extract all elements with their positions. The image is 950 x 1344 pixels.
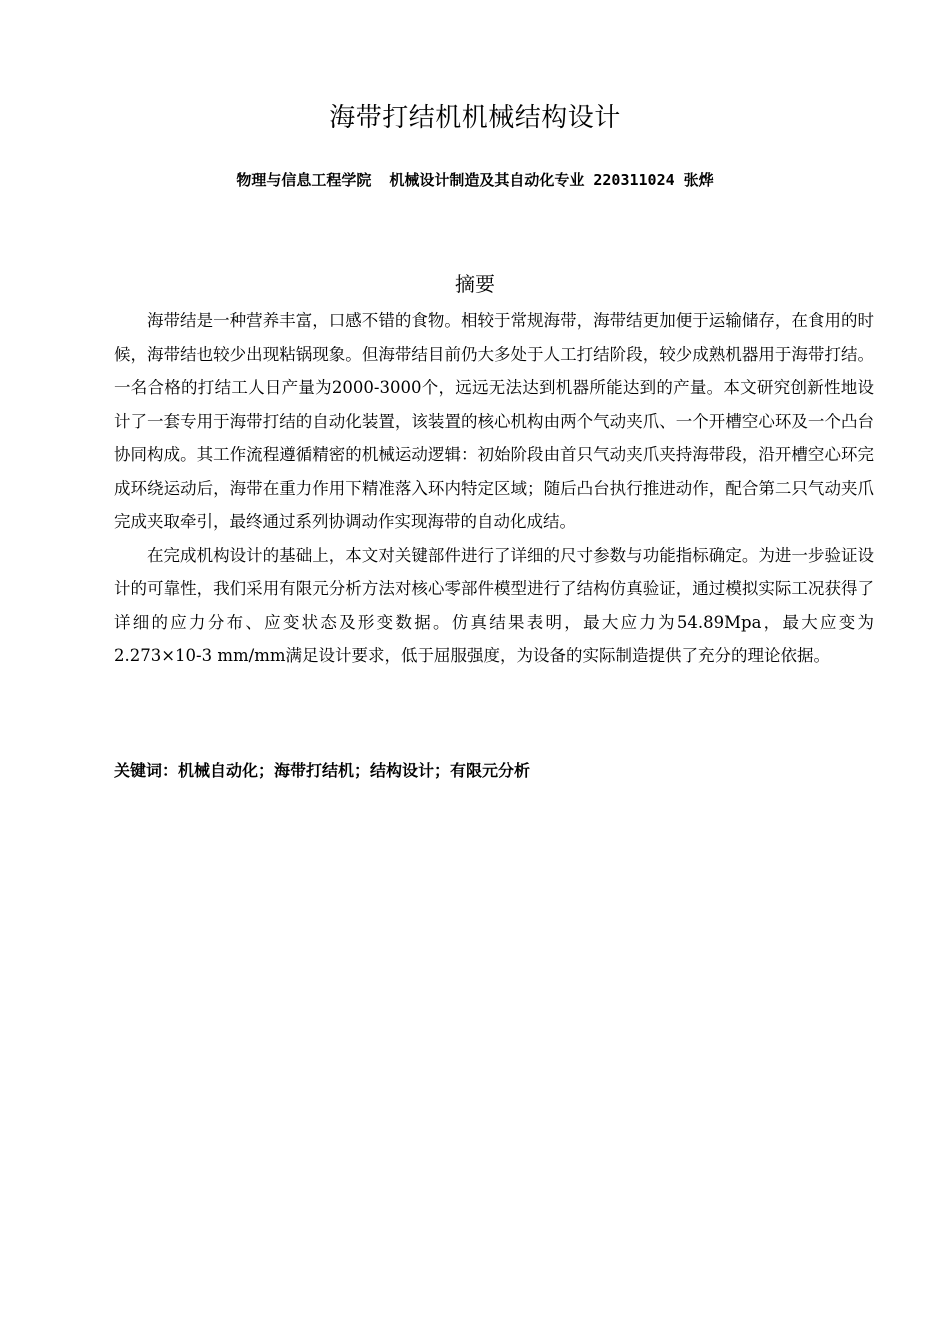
abstract-paragraph: 在完成机构设计的基础上，本文对关键部件进行了详细的尺寸参数与功能指标确定。为进一步验证设计的可靠性，我们采用有限元分析方法对核心零部件模型进行了结构仿真验证，通过模拟实际工况获得了详细的应力分布、应变状态及形变数据。仿真结果表明，最大应力为54.89Mpa，最大应变为2.273×10-3 mm/mm满足设计要求，低于屈服强度，为设备的实际制造提供了充分的理论依据。 (114, 545, 874, 665)
byline-major-id-name: 机械设计制造及其自动化专业 220311024 张烨 (389, 171, 714, 189)
abstract-heading: 摘要 (455, 272, 495, 296)
abstract-body (114, 304, 874, 673)
abstract-paragraph: 海带结是一种营养丰富，口感不错的食物。相较于常规海带，海带结更加便于运输储存，在食用的时候，海带结也较少出现粘锅现象。但海带结目前仍大多处于人工打结阶段，较少成熟机器用于海带打结。一名合格的打结工人日产量为2000-3000个，远远无法达到机器所能达到的产量。本文研究创新性地设计了一套专用于海带打结的自动化装置，该装置的核心机构由两个气动夹爪、一个开槽空心环及一个凸台协同构成。其工作流程遵循精密的机械运动逻辑：初始阶段由首只气动夹爪夹持海带段，沿开槽空心环完成环绕运动后，海带在重力作用下精准落入环内特定区域；随后凸台执行推进动作，配合第二只气动夹爪完成夹取牵引，最终通过系列协调动作实现海带的自动化成结。 (114, 311, 874, 531)
author-byline (0, 168, 950, 192)
keywords-line: 关键词：机械自动化；海带打结机；结构设计；有限元分析 (114, 761, 531, 780)
document-title: 海带打结机机械结构设计 (329, 103, 621, 133)
byline-school: 物理与信息工程学院 (236, 171, 372, 189)
